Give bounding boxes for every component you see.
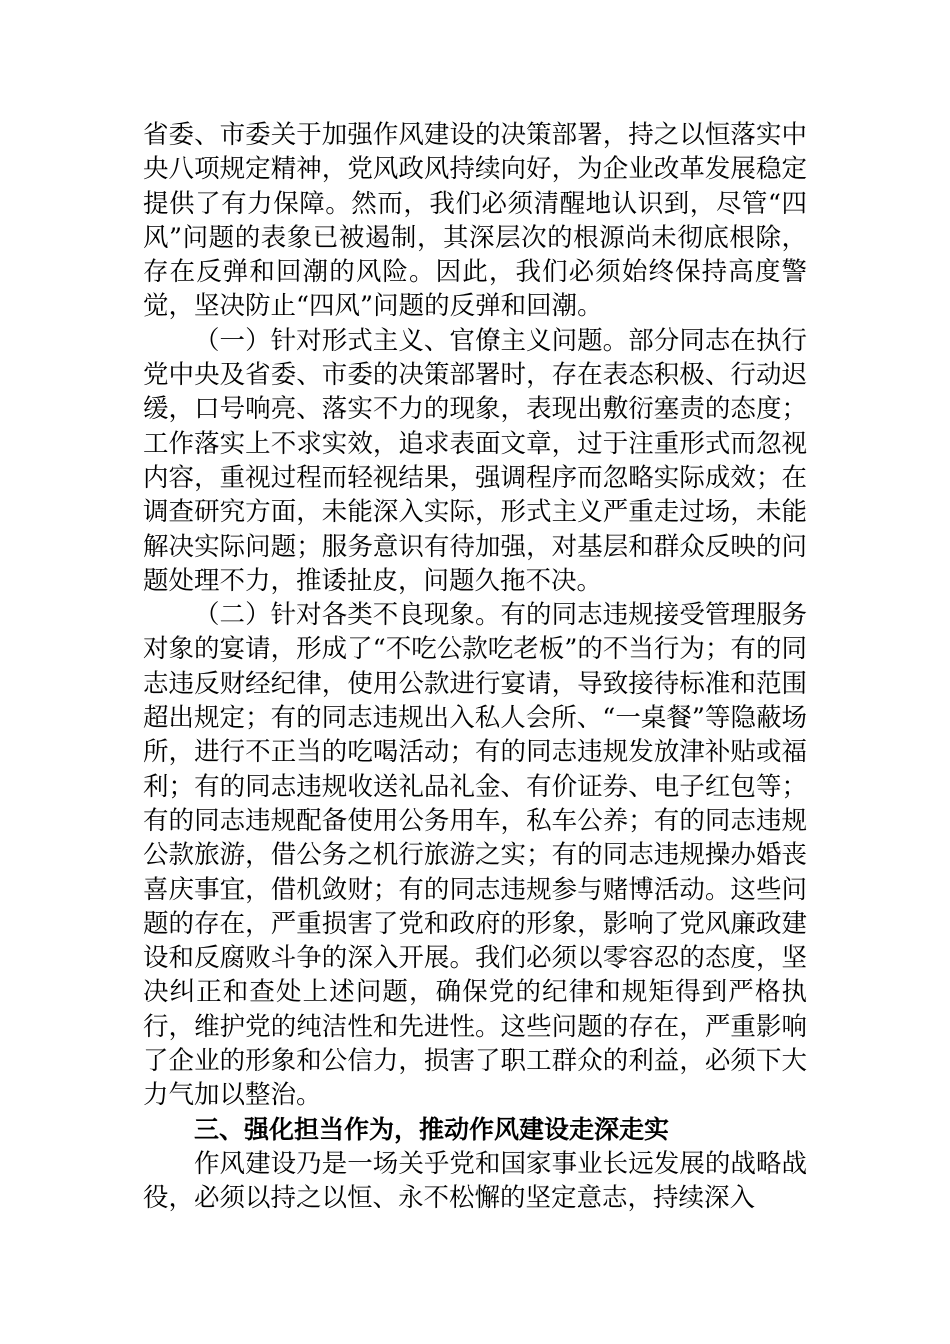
- paragraph-conclusion: 作风建设乃是一场关乎党和国家事业长远发展的战略战役，必须以持之以恒、永不松懈的坚定意志，持续深入: [143, 1148, 807, 1214]
- document-page: [143, 118, 807, 1216]
- paragraph-intro: 省委、市委关于加强作风建设的决策部署，持之以恒落实中央八项规定精神，党风政风持续向好，为企业改革发展稳定提供了有力保障。然而，我们必须清醒地认识到，尽管“四风”问题的表象已被遏制，其深层次的根源尚未彻底根除，存在反弹和回潮的风险。因此，我们必须始终保持高度警觉，坚决防止“四风”问题的反弹和回潮。: [143, 120, 807, 322]
- paragraph-formalism: （一）针对形式主义、官僚主义问题。部分同志在执行党中央及省委、市委的决策部署时，存在表态积极、行动迟缓，口号响亮、落实不力的现象，表现出敷衍塞责的态度；工作落实上不求实效，追求表面文章，过于注重形式而忽视内容，重视过程而轻视结果，强调程序而忽略实际成效；在调查研究方面，未能深入实际，形式主义严重走过场，未能解决实际问题；服务意识有待加强，对基层和群众反映的问题处理不力，推诿扯皮，问题久拖不决。: [143, 325, 807, 596]
- section-heading: 三、强化担当作为，推动作风建设走深走实: [194, 1114, 670, 1144]
- paragraph-misconduct: （二）针对各类不良现象。有的同志违规接受管理服务对象的宴请，形成了“不吃公款吃老板”的不当行为；有的同志违反财经纪律，使用公款进行宴请，导致接待标准和范围超出规定；有的同志违规出入私人会所、“一桌餐”等隐蔽场所，进行不正当的吃喝活动；有的同志违规发放津补贴或福利；有的同志违规收送礼品礼金、有价证券、电子红包等；有的同志违规配备使用公务用车，私车公养；有的同志违规公款旅游，借公务之机行旅游之实；有的同志违规操办婚丧喜庆事宜，借机敛财；有的同志违规参与赌博活动。这些问题的存在，严重损害了党和政府的形象，影响了党风廉政建设和反腐败斗争的深入开展。我们必须以零容忍的态度，坚决纠正和查处上述问题，确保党的纪律和规矩得到严格执行，维护党的纯洁性和先进性。这些问题的存在，严重影响了企业的形象和公信力，损害了职工群众的利益，必须下大力气加以整治。: [143, 600, 807, 1111]
